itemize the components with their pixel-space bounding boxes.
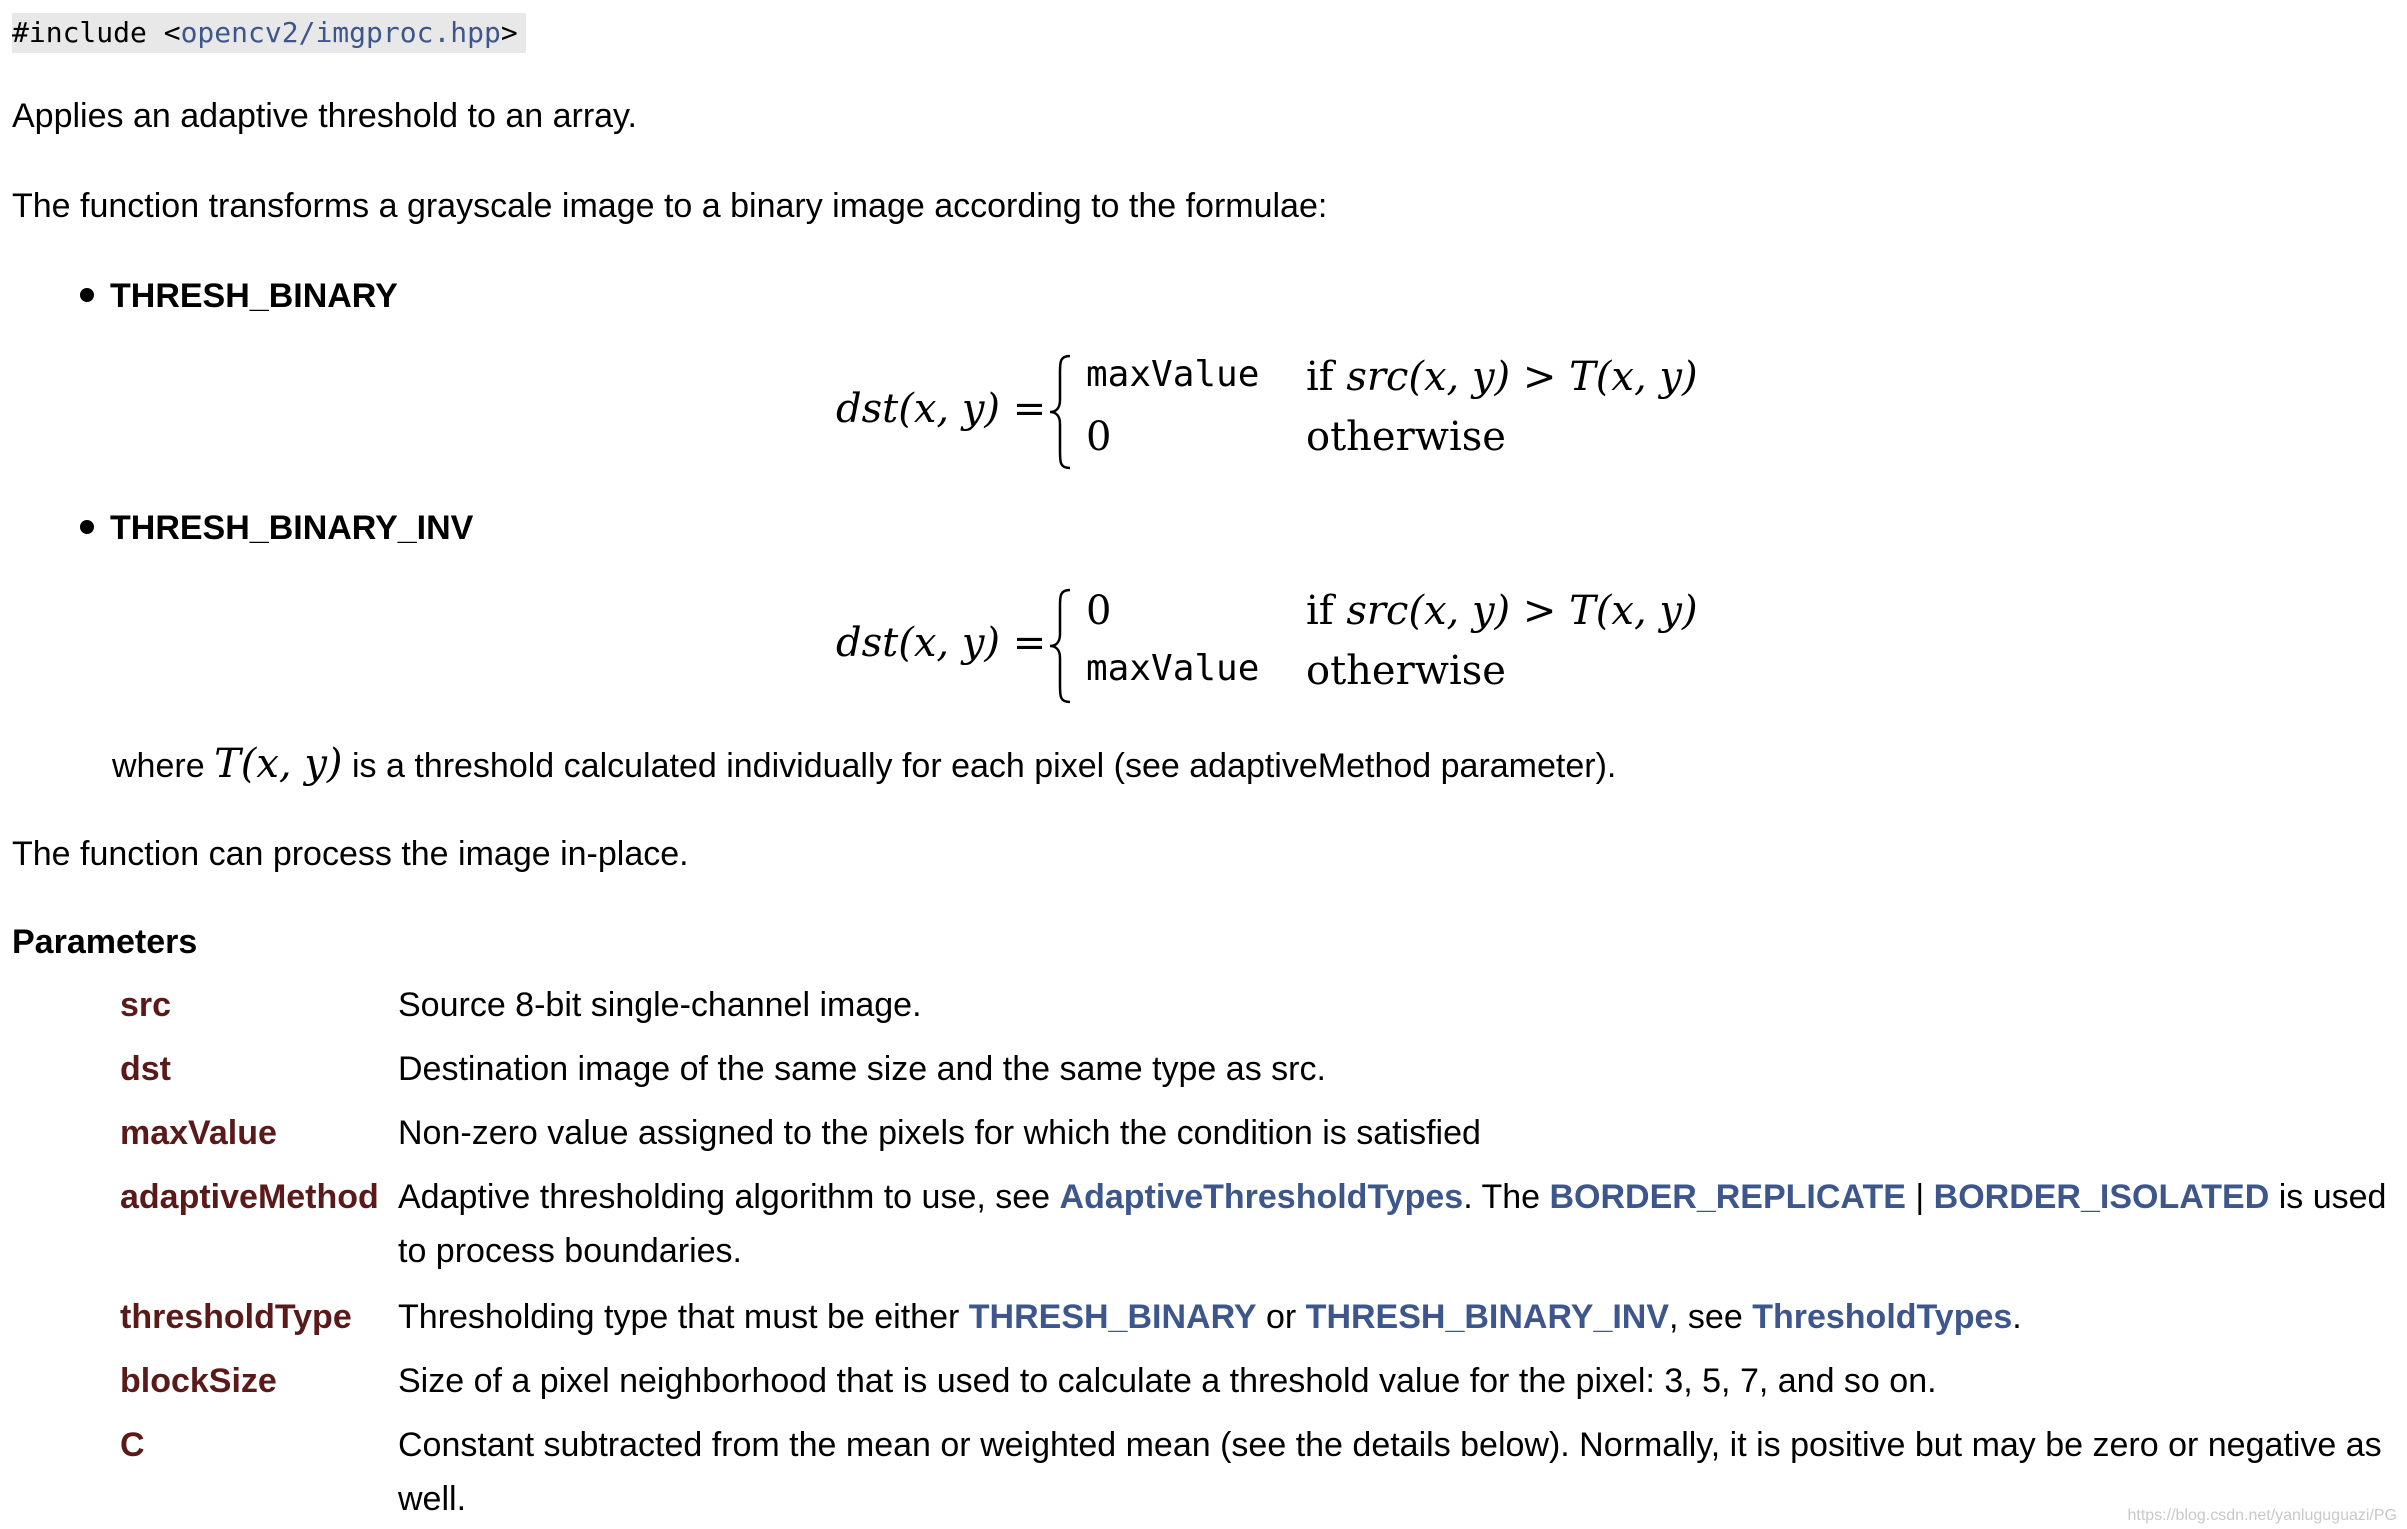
param-desc-src: Source 8-bit single-channel image.: [398, 986, 922, 1024]
where-math: T(x, y): [214, 741, 343, 787]
where-text: [112, 742, 1616, 788]
desc-text: or: [1256, 1298, 1306, 1336]
link-thresh-binary[interactable]: THRESH_BINARY: [968, 1298, 1257, 1336]
desc-text: . The: [1463, 1178, 1550, 1216]
bullet-thresh-binary: [80, 276, 398, 316]
formula-row1-condition: [1306, 588, 1698, 634]
bullet-dot-icon: [80, 288, 94, 302]
formula-args: (x, y): [898, 620, 1001, 666]
param-name-c: C: [120, 1426, 145, 1464]
inplace-text: The function can process the image in-place.: [12, 835, 689, 873]
parameters-heading: Parameters: [12, 923, 198, 961]
param-name-src: src: [120, 986, 172, 1024]
include-directive: [12, 13, 526, 53]
link-border-replicate[interactable]: BORDER_REPLICATE: [1549, 1178, 1906, 1216]
param-desc-maxvalue: Non-zero value assigned to the pixels for which the condition is satisfied: [398, 1114, 1481, 1152]
formula-lhs: [836, 620, 1046, 666]
formula-row2-value: 0: [1086, 414, 1112, 460]
formula-cond: src(x, y) > T(x, y): [1346, 354, 1698, 400]
watermark-text: https://blog.csdn.net/yanluguguazi/PG: [2127, 1507, 2397, 1524]
formula-thresh-binary: [836, 352, 1696, 472]
formula-fn: dst: [836, 386, 899, 432]
desc-text: Adaptive thresholding algorithm to use, see: [398, 1178, 1060, 1216]
formula-lhs: [836, 386, 1046, 432]
link-threshold-types[interactable]: ThresholdTypes: [1752, 1298, 2013, 1336]
param-name-dst: dst: [120, 1050, 171, 1088]
param-desc-blocksize: Size of a pixel neighborhood that is used to calculate a threshold value for the pixel: 3, 5, 7, and so on.: [398, 1362, 1937, 1400]
left-brace-icon: [1046, 352, 1076, 472]
formula-row2-condition: otherwise: [1306, 648, 1506, 694]
include-suffix: >: [500, 16, 518, 49]
desc-text: , see: [1669, 1298, 1753, 1336]
param-name-adaptivemethod: adaptiveMethod: [120, 1178, 379, 1216]
formula-args: (x, y): [898, 386, 1001, 432]
include-header-link[interactable]: opencv2/imgproc.hpp: [180, 16, 501, 49]
desc-text: Thresholding type that must be either: [398, 1298, 969, 1336]
intro-text: The function transforms a grayscale image to a binary image according to the formulae:: [12, 187, 1328, 225]
desc-text: |: [1905, 1178, 1934, 1216]
desc-text: is used to process boundaries.: [398, 1178, 2387, 1270]
formula-if: if: [1306, 354, 1347, 400]
link-adaptive-threshold-types[interactable]: AdaptiveThresholdTypes: [1059, 1178, 1464, 1216]
formula-row1-value: maxValue: [1086, 354, 1260, 395]
desc-text: .: [2012, 1298, 2022, 1336]
param-name-maxvalue: maxValue: [120, 1114, 277, 1152]
formula-eq: =: [1012, 386, 1047, 432]
formula-if: if: [1306, 588, 1347, 634]
link-thresh-binary-inv[interactable]: THRESH_BINARY_INV: [1305, 1298, 1670, 1336]
left-brace-icon: [1046, 586, 1076, 706]
where-pre: where: [112, 747, 215, 785]
formula-row1-condition: [1306, 354, 1698, 400]
formula-eq: =: [1012, 620, 1047, 666]
formula-row1-value: 0: [1086, 588, 1112, 634]
bullet-label: THRESH_BINARY_INV: [110, 509, 474, 547]
bullet-label: THRESH_BINARY: [110, 277, 398, 315]
param-desc-thresholdtype: [398, 1290, 2398, 1344]
formula-thresh-binary-inv: [836, 586, 1696, 706]
bullet-thresh-binary-inv: [80, 508, 473, 548]
bullet-dot-icon: [80, 520, 94, 534]
link-border-isolated[interactable]: BORDER_ISOLATED: [1933, 1178, 2270, 1216]
param-desc-adaptivemethod: [398, 1170, 2398, 1278]
formula-cond: src(x, y) > T(x, y): [1346, 588, 1698, 634]
formula-row2-value: maxValue: [1086, 648, 1260, 689]
formula-row2-condition: otherwise: [1306, 414, 1506, 460]
param-desc-dst: Destination image of the same size and the same type as src.: [398, 1050, 1326, 1088]
where-post: is a threshold calculated individually for each pixel (see adaptiveMethod parameter).: [342, 747, 1617, 785]
formula-fn: dst: [836, 620, 899, 666]
param-name-thresholdtype: thresholdType: [120, 1298, 352, 1336]
param-desc-c: Constant subtracted from the mean or weighted mean (see the details below). Normally, it is positive but may be zero or negative as well.: [398, 1426, 2382, 1518]
summary-text: Applies an adaptive threshold to an array.: [12, 97, 637, 135]
param-name-blocksize: blockSize: [120, 1362, 277, 1400]
include-prefix: #include <: [12, 16, 181, 49]
